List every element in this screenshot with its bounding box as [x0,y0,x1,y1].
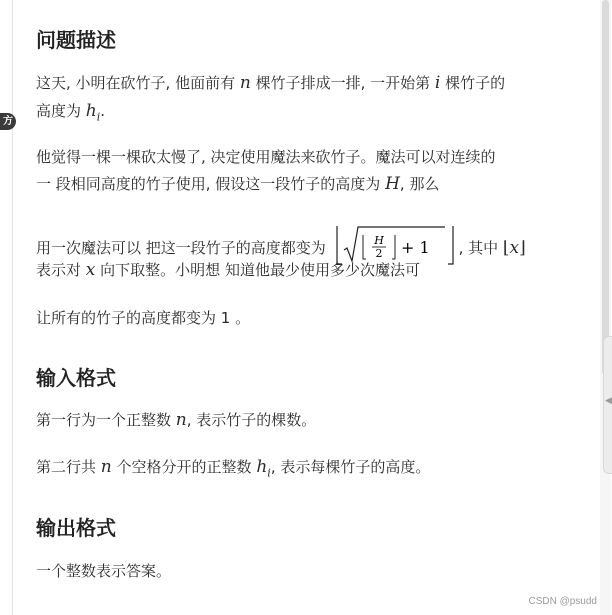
description-paragraph-3-line-2: 表示对 x 向下取整。小明想 知道他最少使用多少次魔法可 [36,260,420,280]
math-var-n: n [175,410,187,430]
math-var-n: n [239,73,251,93]
input-line-1: 第一行为一个正整数 n, 表示竹子的棵数。 [36,410,317,430]
description-paragraph-2-line-2: 一 段相同高度的竹子使用, 假设这一段竹子的高度为 H, 那么 [36,174,440,194]
formula-denominator: 2 [375,247,383,260]
math-var-h-i: $h_i$ [256,457,271,480]
description-paragraph-2-line-1: 他觉得一棵一棵砍太慢了, 决定使用魔法来砍竹子。魔法可以对连续的 [36,148,496,166]
side-badge[interactable]: 方 [0,113,16,130]
content-left-border [12,0,13,615]
formula-numerator: H [373,234,384,247]
description-paragraph-1-line-2: 高度为 $h_i$. [36,101,106,124]
section-heading-input: 输入格式 [36,366,116,390]
math-var-x: x [85,260,96,280]
math-var-h-i: $h_i$ [85,101,101,124]
chevron-left-icon[interactable]: ◀ [605,396,612,406]
description-paragraph-3-line-1: 用一次魔法可以 把这一段竹子的高度都变为 H 2 + 1 , 其中 ⌊x⌋ [36,224,526,273]
floor-x-notation: ⌊x⌋ [502,238,526,258]
section-heading-description: 问题描述 [36,28,116,52]
watermark: CSDN @psudd [528,596,597,607]
formula-plus-one: + 1 [400,238,430,257]
input-line-2: 第二行共 n 个空格分开的正整数 $h_i$, 表示每棵竹子的高度。 [36,457,431,480]
math-var-n: n [100,457,112,477]
math-var-H: H [385,174,400,194]
scrollbar-thumb[interactable] [602,0,609,375]
output-line-1: 一个整数表示答案。 [36,562,172,580]
description-paragraph-4: 让所有的竹子的高度都变为 1 。 [36,309,251,327]
description-paragraph-1-line-1: 这天, 小明在砍竹子, 他面前有 n 棵竹子排成一排, 一开始第 i 棵竹子的 [36,73,506,93]
math-var-i: i [434,73,441,93]
section-heading-output: 输出格式 [36,516,116,540]
